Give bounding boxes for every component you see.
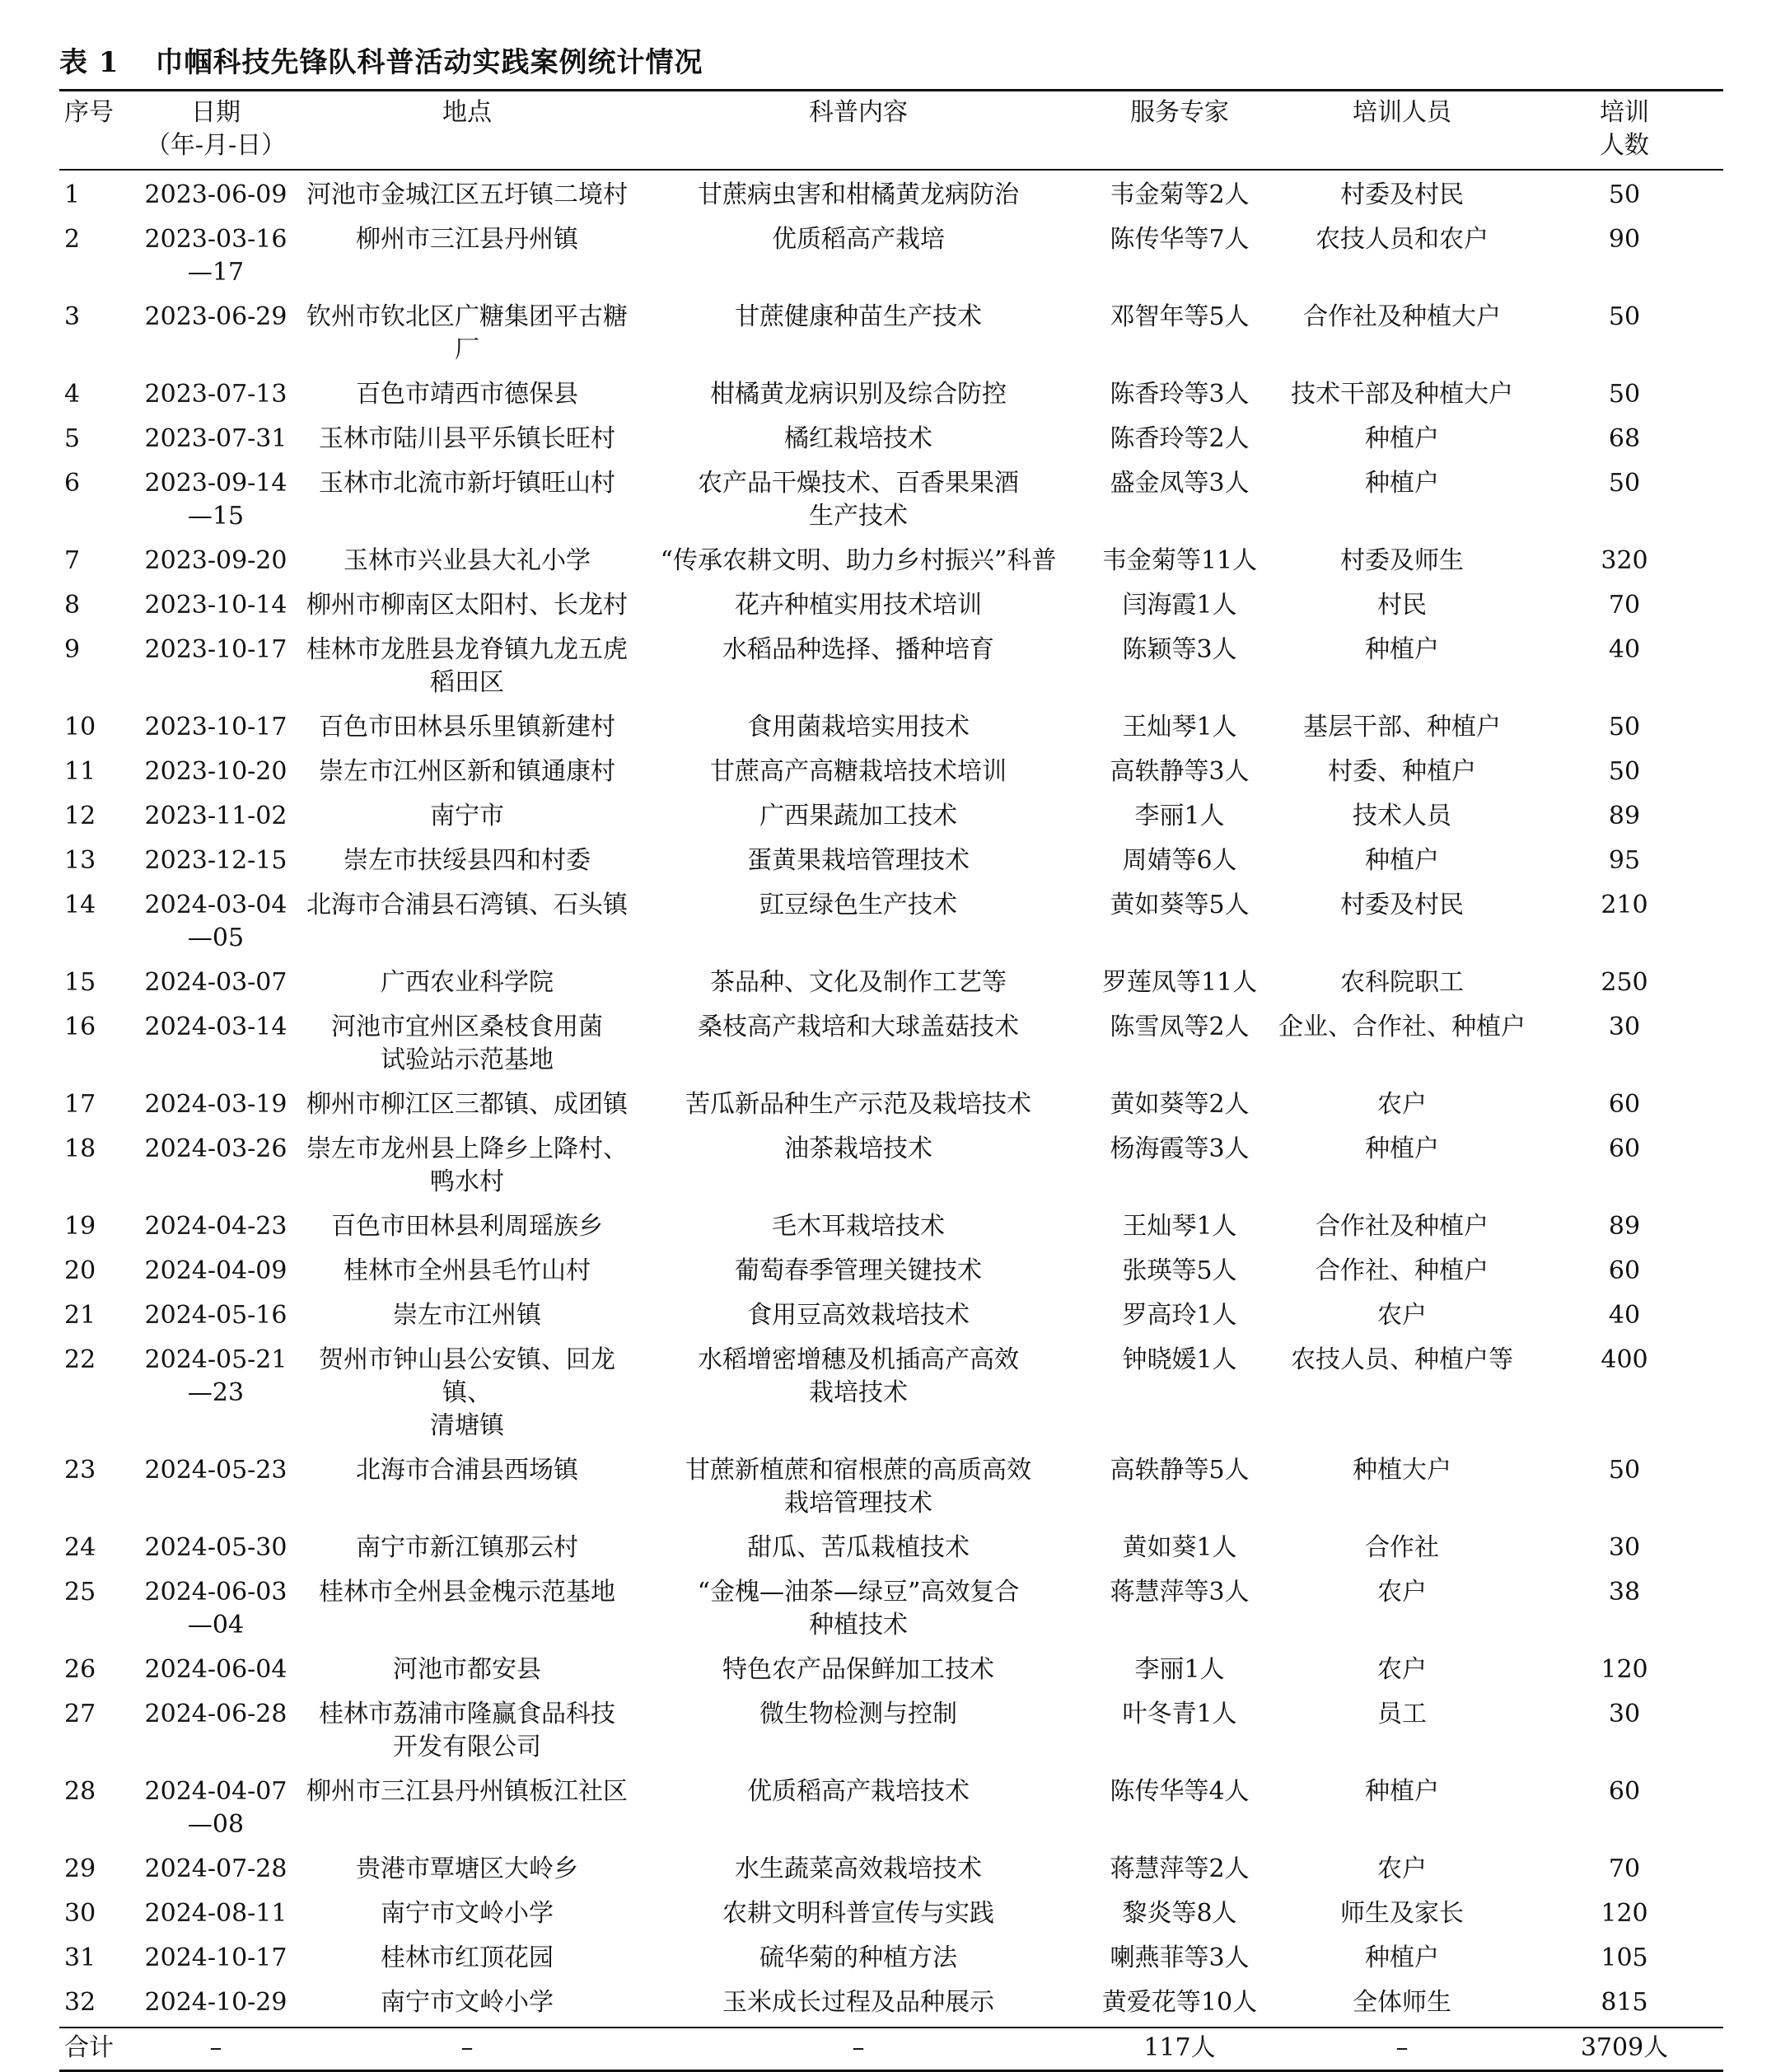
- cell-no: 18: [64, 1134, 96, 1163]
- table-title: 巾帼科技先锋队科普活动实践案例统计情况: [155, 46, 703, 79]
- cell-expert: 陈传华等7人: [1110, 225, 1250, 254]
- cell-date: 2024-03-19: [144, 1090, 287, 1119]
- cell-content: 水稻品种选择、播种培育: [722, 635, 994, 664]
- total-label: 合计: [64, 2033, 114, 2062]
- cell-date: 2023-09-20: [144, 546, 287, 575]
- cell-count: 70: [1608, 591, 1641, 620]
- cell-trainee: 合作社、种植户: [1316, 1256, 1489, 1285]
- cell-trainee: 合作社及种植大户: [1303, 302, 1501, 331]
- cell-trainee: 基层干部、种植户: [1303, 713, 1501, 741]
- cell-place: 桂林市荔浦市隆赢食品科技 开发有限公司: [319, 1700, 615, 1761]
- cell-expert: 李丽1人: [1134, 802, 1225, 830]
- cell-place: 崇左市江州镇: [393, 1301, 541, 1330]
- cell-place: 桂林市红顶花园: [381, 1943, 554, 1972]
- cell-date: 2023-10-14: [144, 591, 287, 620]
- cell-content: 蛋黄果栽培管理技术: [747, 846, 970, 875]
- cell-date: 2023-09-14—15: [144, 469, 287, 531]
- cell-content: 水生蔬菜高效栽培技术: [735, 1855, 982, 1883]
- cell-count: 40: [1608, 1301, 1641, 1330]
- cell-trainee: 种植户: [1365, 1777, 1439, 1806]
- cell-trainee: 种植户: [1365, 424, 1439, 453]
- cell-trainee: 全体师生: [1353, 1988, 1451, 2017]
- cell-place: 桂林市全州县金槐示范基地: [319, 1578, 615, 1607]
- cell-no: 10: [64, 713, 96, 741]
- cell-expert: 杨海霞等3人: [1110, 1134, 1250, 1163]
- cell-expert: 黄如葵等5人: [1110, 891, 1250, 919]
- cell-place: 桂林市全州县毛竹山村: [344, 1256, 591, 1285]
- table-row: [59, 1771, 1723, 1849]
- cell-count: 250: [1601, 968, 1648, 997]
- header-row: [59, 91, 1723, 171]
- cell-no: 8: [64, 591, 81, 620]
- cell-count: 60: [1608, 1777, 1641, 1806]
- cell-content: “金槐—油茶—绿豆”高效复合 种植技术: [697, 1578, 1020, 1639]
- cell-no: 11: [64, 757, 96, 786]
- cell-content: 农产品干燥技术、百香果果酒 生产技术: [698, 469, 1019, 531]
- cell-expert: 黄如葵1人: [1122, 1533, 1237, 1562]
- cell-count: 105: [1601, 1943, 1648, 1972]
- cell-place: 贵港市覃塘区大岭乡: [356, 1855, 578, 1883]
- table-row: [59, 1694, 1723, 1771]
- cell-count: 30: [1608, 1013, 1641, 1041]
- cell-date: 2024-03-07: [144, 968, 287, 997]
- cell-count: 815: [1601, 1988, 1648, 2017]
- cell-content: 甘蔗新植蔗和宿根蔗的高质高效 栽培管理技术: [685, 1456, 1031, 1518]
- cell-no: 14: [64, 891, 96, 919]
- table-row: [59, 840, 1723, 885]
- cell-no: 15: [64, 968, 96, 997]
- cell-no: 31: [64, 1943, 96, 1972]
- cell-expert: 王灿琴1人: [1122, 713, 1237, 741]
- table-row: [59, 1206, 1723, 1251]
- cell-place: 柳州市三江县丹州镇板江社区: [306, 1777, 628, 1806]
- cell-expert: 盛金凤等3人: [1110, 469, 1250, 498]
- cell-expert: 张瑛等5人: [1122, 1256, 1237, 1285]
- cell-count: 320: [1601, 546, 1648, 575]
- cell-date: 2024-05-30: [144, 1533, 287, 1562]
- cell-content: 苦瓜新品种生产示范及栽培技术: [685, 1090, 1031, 1119]
- table-row: [59, 297, 1723, 374]
- cell-expert: 罗高玲1人: [1122, 1301, 1237, 1330]
- cell-place: 南宁市文岭小学: [381, 1988, 554, 2017]
- cell-no: 4: [64, 380, 81, 409]
- cell-trainee: 农户: [1377, 1578, 1427, 1607]
- cell-place: 南宁市文岭小学: [381, 1899, 554, 1928]
- cell-content: “传承农耕文明、助力乡村振兴”科普: [660, 546, 1057, 575]
- cell-date: 2024-07-28: [144, 1855, 287, 1883]
- cell-trainee: 村民: [1377, 591, 1427, 620]
- cell-no: 1: [64, 180, 81, 209]
- cell-date: 2023-07-13: [144, 380, 287, 409]
- cell-expert: 陈传华等4人: [1110, 1777, 1250, 1806]
- cell-content: 柑橘黄龙病识别及综合防控: [710, 380, 1007, 409]
- cell-trainee: 员工: [1377, 1700, 1427, 1728]
- header-expert: 服务专家: [1130, 98, 1229, 127]
- cell-trainee: 农户: [1377, 1855, 1427, 1883]
- cell-date: 2024-04-07—08: [144, 1777, 287, 1839]
- cell-expert: 韦金菊等11人: [1101, 546, 1258, 575]
- cell-content: 农耕文明科普宣传与实践: [722, 1899, 994, 1928]
- cell-expert: 蒋慧萍等2人: [1110, 1855, 1250, 1883]
- cell-expert: 黄爱花等10人: [1101, 1988, 1258, 2017]
- cell-content: 毛木耳栽培技术: [772, 1212, 945, 1241]
- cell-place: 北海市合浦县石湾镇、石头镇: [306, 891, 628, 919]
- cell-date: 2024-08-11: [144, 1899, 287, 1928]
- cell-count: 38: [1608, 1578, 1641, 1607]
- cell-expert: 陈雪凤等2人: [1110, 1013, 1250, 1041]
- cell-expert: 韦金菊等2人: [1110, 180, 1250, 209]
- cell-content: 桑枝高产栽培和大球盖菇技术: [698, 1013, 1019, 1041]
- cell-count: 50: [1608, 180, 1641, 209]
- cell-trainee: 企业、合作社、种植户: [1278, 1013, 1526, 1041]
- cell-no: 27: [64, 1700, 96, 1728]
- header-date: 日期 （年-月-日）: [145, 98, 287, 160]
- cell-no: 23: [64, 1456, 96, 1485]
- cell-place: 百色市田林县利周瑶族乡: [331, 1212, 603, 1241]
- cell-expert: 喇燕菲等3人: [1110, 1943, 1250, 1972]
- table-row: [59, 885, 1723, 962]
- cell-place: 广西农业科学院: [381, 968, 554, 997]
- table-row: [59, 463, 1723, 540]
- cell-trainee: 技术人员: [1353, 802, 1451, 830]
- cell-expert: 钟晓媛1人: [1122, 1345, 1237, 1374]
- cell-count: 60: [1608, 1134, 1641, 1163]
- table-row: [59, 796, 1723, 840]
- cell-no: 32: [64, 1988, 96, 2017]
- cell-trainee: 种植户: [1365, 846, 1439, 875]
- cell-trainee: 村委及师生: [1340, 546, 1464, 575]
- cell-date: 2024-06-04: [144, 1655, 287, 1684]
- header-place: 地点: [442, 98, 492, 127]
- cell-trainee: 技术干部及种植大户: [1291, 380, 1513, 409]
- activity-statistics-table: [59, 89, 1723, 2072]
- cell-count: 60: [1608, 1090, 1641, 1119]
- cell-no: 9: [64, 635, 81, 664]
- cell-place: 玉林市北流市新圩镇旺山村: [319, 469, 615, 498]
- cell-place: 河池市金城江区五圩镇二境村: [306, 180, 628, 209]
- table-row: [59, 585, 1723, 629]
- cell-place: 柳州市柳南区太阳村、长龙村: [306, 591, 628, 620]
- cell-place: 桂林市龙胜县龙脊镇九龙五虎 稻田区: [306, 635, 628, 697]
- cell-place: 崇左市江州区新和镇通康村: [319, 757, 615, 786]
- cell-trainee: 村委及村民: [1340, 891, 1464, 919]
- cell-trainee: 农技人员、种植户等: [1291, 1345, 1513, 1374]
- cell-trainee: 种植户: [1365, 1943, 1439, 1972]
- cell-count: 68: [1608, 424, 1641, 453]
- cell-place: 南宁市新江镇那云村: [356, 1533, 578, 1562]
- cell-count: 30: [1608, 1533, 1641, 1562]
- cell-no: 17: [64, 1090, 96, 1119]
- cell-count: 50: [1608, 757, 1641, 786]
- cell-date: 2024-04-23: [144, 1212, 287, 1241]
- cell-trainee: 农技人员和农户: [1316, 225, 1489, 254]
- cell-place: 河池市宜州区桑枝食用菌 试验站示范基地: [331, 1013, 603, 1074]
- cell-expert: 李丽1人: [1134, 1655, 1225, 1684]
- cell-place: 柳州市柳江区三都镇、成团镇: [306, 1090, 628, 1119]
- table-row: [59, 1295, 1723, 1340]
- cell-place: 钦州市钦北区广糖集团平古糖厂: [306, 302, 628, 364]
- cell-date: 2024-10-17: [144, 1943, 287, 1972]
- table-row: [59, 1938, 1723, 1982]
- cell-expert: 王灿琴1人: [1122, 1212, 1237, 1241]
- cell-count: 60: [1608, 1256, 1641, 1285]
- cell-expert: 周婧等6人: [1122, 846, 1237, 875]
- cell-content: 葡萄春季管理关键技术: [735, 1256, 982, 1285]
- cell-count: 210: [1601, 891, 1648, 919]
- table-row: [59, 1649, 1723, 1694]
- cell-expert: 高轶静等5人: [1110, 1456, 1250, 1485]
- cell-date: 2024-06-28: [144, 1700, 287, 1728]
- table-row: [59, 1849, 1723, 1893]
- total-row: [59, 2028, 1723, 2071]
- table-row: [59, 374, 1723, 419]
- header-no: 序号: [64, 98, 114, 127]
- cell-trainee: 农户: [1377, 1301, 1427, 1330]
- cell-content: 优质稻高产栽培技术: [747, 1777, 970, 1806]
- cell-place: 柳州市三江县丹州镇: [356, 225, 578, 254]
- cell-content: 橘红栽培技术: [784, 424, 932, 453]
- table-row: [59, 170, 1723, 219]
- cell-no: 16: [64, 1013, 96, 1041]
- table-row: [59, 1340, 1723, 1450]
- cell-expert: 叶冬青1人: [1122, 1700, 1237, 1728]
- cell-content: 花卉种植实用技术培训: [735, 591, 982, 620]
- cell-content: 硫华菊的种植方法: [759, 1943, 957, 1972]
- table-row: [59, 1450, 1723, 1527]
- total-place: –: [460, 2033, 474, 2062]
- cell-date: 2023-10-17: [144, 713, 287, 741]
- table-row: [59, 1129, 1723, 1206]
- cell-date: 2024-03-26: [144, 1134, 287, 1163]
- total-trainee: –: [1395, 2033, 1409, 2062]
- cell-count: 89: [1608, 802, 1641, 830]
- cell-no: 19: [64, 1212, 96, 1241]
- header-content: 科普内容: [809, 98, 908, 127]
- cell-content: 玉米成长过程及品种展示: [722, 1988, 994, 2017]
- cell-place: 河池市都安县: [393, 1655, 541, 1684]
- cell-no: 13: [64, 846, 96, 875]
- cell-content: 微生物检测与控制: [759, 1700, 957, 1728]
- cell-date: 2023-10-17: [144, 635, 287, 664]
- cell-content: 甜瓜、苦瓜栽植技术: [747, 1533, 970, 1562]
- cell-no: 12: [64, 802, 96, 830]
- cell-trainee: 师生及家长: [1340, 1899, 1464, 1928]
- total-expert: 117人: [1143, 2033, 1216, 2062]
- cell-trainee: 村委及村民: [1340, 180, 1464, 209]
- cell-content: 广西果蔬加工技术: [759, 802, 957, 830]
- cell-content: 甘蔗健康种苗生产技术: [735, 302, 982, 331]
- table-footer: [59, 2028, 1723, 2071]
- cell-trainee: 合作社及种植户: [1316, 1212, 1489, 1241]
- table-row: [59, 219, 1723, 297]
- cell-date: 2024-05-21—23: [144, 1345, 287, 1407]
- total-count: 3709人: [1580, 2033, 1669, 2062]
- cell-no: 20: [64, 1256, 96, 1285]
- table-row: [59, 751, 1723, 796]
- cell-no: 5: [64, 424, 81, 453]
- cell-no: 6: [64, 469, 81, 498]
- table-caption: [59, 40, 703, 80]
- table-row: [59, 1572, 1723, 1649]
- cell-no: 21: [64, 1301, 96, 1330]
- cell-date: 2024-03-14: [144, 1013, 287, 1041]
- table-row: [59, 1527, 1723, 1572]
- cell-no: 22: [64, 1345, 96, 1374]
- table-row: [59, 707, 1723, 751]
- table-row: [59, 540, 1723, 585]
- cell-place: 玉林市陆川县平乐镇长旺村: [319, 424, 615, 453]
- cell-no: 26: [64, 1655, 96, 1684]
- table-row: [59, 629, 1723, 707]
- cell-content: 特色农产品保鲜加工技术: [722, 1655, 994, 1684]
- cell-count: 120: [1601, 1899, 1648, 1928]
- cell-content: 豇豆绿色生产技术: [759, 891, 957, 919]
- cell-count: 70: [1608, 1855, 1641, 1883]
- cell-content: 水稻增密增穗及机插高产高效 栽培技术: [698, 1345, 1019, 1407]
- cell-content: 甘蔗高产高糖栽培技术培训: [710, 757, 1007, 786]
- cell-count: 50: [1608, 1456, 1641, 1485]
- cell-expert: 邓智年等5人: [1110, 302, 1250, 331]
- cell-place: 百色市田林县乐里镇新建村: [319, 713, 615, 741]
- cell-count: 50: [1608, 713, 1641, 741]
- cell-trainee: 种植户: [1365, 1134, 1439, 1163]
- cell-count: 90: [1608, 225, 1641, 254]
- cell-expert: 陈香玲等2人: [1110, 424, 1250, 453]
- cell-trainee: 农科院职工: [1340, 968, 1464, 997]
- table-row: [59, 419, 1723, 463]
- cell-trainee: 农户: [1377, 1655, 1427, 1684]
- cell-place: 玉林市兴业县大礼小学: [344, 546, 591, 575]
- cell-date: 2024-10-29: [144, 1988, 287, 2017]
- cell-date: 2023-06-09: [144, 180, 287, 209]
- cell-count: 50: [1608, 380, 1641, 409]
- cell-expert: 高轶静等3人: [1110, 757, 1250, 786]
- cell-place: 南宁市: [430, 802, 504, 830]
- cell-date: 2023-10-20: [144, 757, 287, 786]
- cell-trainee: 合作社: [1365, 1533, 1439, 1562]
- cell-date: 2023-06-29: [144, 302, 287, 331]
- cell-trainee: 种植户: [1365, 635, 1439, 664]
- cell-no: 2: [64, 225, 81, 254]
- cell-date: 2024-04-09: [144, 1256, 287, 1285]
- cell-trainee: 种植户: [1365, 469, 1439, 498]
- cell-expert: 陈颖等3人: [1122, 635, 1237, 664]
- cell-place: 北海市合浦县西场镇: [356, 1456, 578, 1485]
- table-row: [59, 962, 1723, 1007]
- cell-content: 食用豆高效栽培技术: [747, 1301, 970, 1330]
- cell-no: 3: [64, 302, 81, 331]
- cell-expert: 黄如葵等2人: [1110, 1090, 1250, 1119]
- header-trainee: 培训人员: [1353, 98, 1451, 127]
- cell-trainee: 种植大户: [1353, 1456, 1451, 1485]
- cell-count: 50: [1608, 469, 1641, 498]
- total-date: –: [209, 2033, 222, 2062]
- cell-date: 2023-12-15: [144, 846, 287, 875]
- cell-no: 25: [64, 1578, 96, 1607]
- cell-place: 崇左市扶绥县四和村委: [344, 846, 591, 875]
- cell-no: 24: [64, 1533, 96, 1562]
- cell-trainee: 村委、种植户: [1328, 757, 1476, 786]
- cell-date: 2024-05-23: [144, 1456, 287, 1485]
- cell-count: 95: [1608, 846, 1641, 875]
- cell-no: 7: [64, 546, 81, 575]
- cell-expert: 罗莲凤等11人: [1101, 968, 1258, 997]
- cell-content: 甘蔗病虫害和柑橘黄龙病防治: [698, 180, 1019, 209]
- cell-trainee: 农户: [1377, 1090, 1427, 1119]
- cell-place: 崇左市龙州县上降乡上降村、鸭水村: [306, 1134, 628, 1196]
- cell-count: 120: [1601, 1655, 1648, 1684]
- cell-date: 2024-06-03—04: [144, 1578, 287, 1639]
- cell-date: 2023-07-31: [144, 424, 287, 453]
- cell-content: 油茶栽培技术: [784, 1134, 932, 1163]
- cell-date: 2024-03-04—05: [144, 891, 287, 952]
- table-row: [59, 1251, 1723, 1295]
- table-body: [59, 170, 1723, 2028]
- cell-content: 食用菌栽培实用技术: [747, 713, 970, 741]
- cell-count: 400: [1601, 1345, 1648, 1374]
- table-row: [59, 1982, 1723, 2028]
- cell-date: 2023-11-02: [144, 802, 287, 830]
- cell-date: 2023-03-16—17: [144, 225, 287, 287]
- cell-expert: 陈香玲等3人: [1110, 380, 1250, 409]
- cell-no: 30: [64, 1899, 96, 1928]
- cell-no: 29: [64, 1855, 96, 1883]
- table-row: [59, 1893, 1723, 1938]
- total-content: –: [852, 2033, 865, 2062]
- cell-count: 30: [1608, 1700, 1641, 1728]
- cell-no: 28: [64, 1777, 96, 1806]
- cell-expert: 蒋慧萍等3人: [1110, 1578, 1250, 1607]
- cell-place: 贺州市钟山县公安镇、回龙镇、 清塘镇: [319, 1345, 615, 1440]
- cell-place: 百色市靖西市德保县: [356, 380, 578, 409]
- cell-expert: 闫海霞1人: [1122, 591, 1237, 620]
- table-row: [59, 1084, 1723, 1129]
- table-number: 表 1: [59, 46, 119, 79]
- cell-count: 89: [1608, 1212, 1641, 1241]
- table-row: [59, 1007, 1723, 1084]
- table-header: [59, 91, 1723, 171]
- cell-content: 优质稻高产栽培: [772, 225, 945, 254]
- cell-count: 40: [1608, 635, 1641, 664]
- cell-count: 50: [1608, 302, 1641, 331]
- header-count: 培训 人数: [1600, 98, 1649, 160]
- cell-content: 茶品种、文化及制作工艺等: [710, 968, 1007, 997]
- cell-date: 2024-05-16: [144, 1301, 287, 1330]
- cell-expert: 黎炎等8人: [1122, 1899, 1237, 1928]
